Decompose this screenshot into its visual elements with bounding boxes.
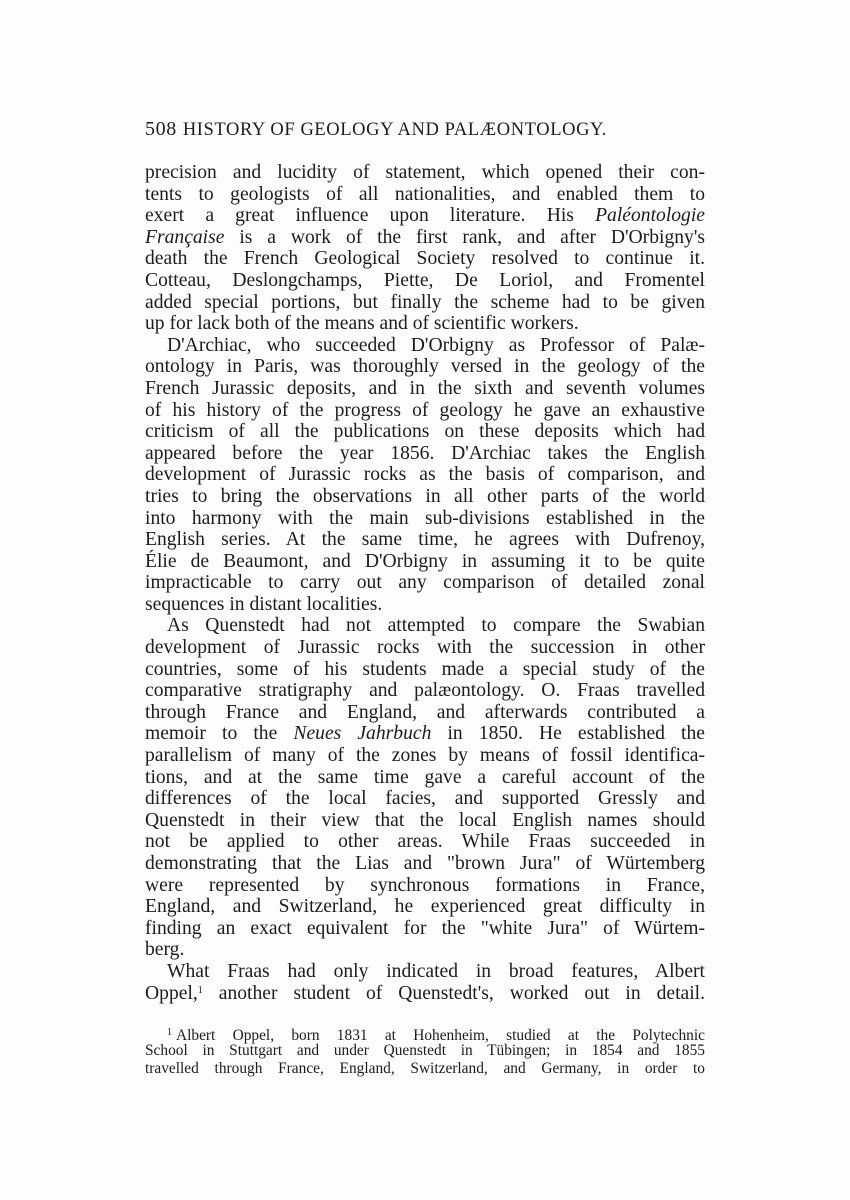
text-line: exert a great influence upon literature. His Paléontologie <box>145 205 705 227</box>
text-line: D'Archiac, who succeeded D'Orbigny as Professor of Palæ- <box>167 334 705 356</box>
footnote-line: travelled through France, England, Switzerland, and Germany, in order to <box>145 1060 705 1077</box>
text-line: development of Jurassic rocks as the basis of comparison, and <box>145 464 705 486</box>
text-line: sequences in distant localities. <box>145 593 383 615</box>
text-line: Cotteau, Deslongchamps, Piette, De Loriol, and Fromentel <box>145 269 705 291</box>
footnote-line: $^1$ Albert Oppel, born 1831 at Hohenheim, studied at the Polytechnic <box>167 1027 705 1044</box>
text-line: up for lack both of the means and of scientific workers. <box>145 313 579 335</box>
text-line: As Quenstedt had not attempted to compare the Swabian <box>167 615 705 637</box>
text-line: countries, some of his students made a special study of the <box>145 658 705 680</box>
text-line: parallelism of many of the zones by means of fossil identifica- <box>145 745 705 767</box>
text-line: comparative stratigraphy and palæontology. O. Fraas travelled <box>145 680 705 702</box>
text-line: berg. <box>145 939 185 961</box>
text-line: tents to geologists of all nationalities, and enabled them to <box>145 183 705 205</box>
running-title: HISTORY OF GEOLOGY AND PALÆONTOLOGY. <box>182 120 607 140</box>
text-line: of his history of the progress of geology he gave an exhaustive <box>145 399 705 421</box>
text-line: appeared before the year 1856. D'Archiac takes the English <box>145 442 705 464</box>
italic-title-continued: Française <box>145 226 225 248</box>
text-line: differences of the local facies, and supported Gressly and <box>145 788 705 810</box>
text-line: were represented by synchronous formations in France, <box>145 874 705 896</box>
text-line: Quenstedt in their view that the local English names should <box>145 809 705 831</box>
text-line: England, and Switzerland, he experienced great difficulty in <box>145 896 705 918</box>
text-line: not be applied to other areas. While Fraas succeeded in <box>145 831 705 853</box>
text-line: Oppel,$^1$ another student of Quenstedt's, worked out in detail. <box>145 982 705 1004</box>
text-line: added special portions, but finally the scheme had to be given <box>145 291 705 313</box>
italic-title: Neues Jahrbuch <box>293 723 432 745</box>
body-text <box>145 162 705 1004</box>
italic-title: Paléontologie <box>595 205 705 227</box>
text-line: memoir to the Neues Jahrbuch in 1850. He established the <box>145 723 705 745</box>
text-line: impracticable to carry out any comparison of detailed zonal <box>145 572 705 594</box>
footnote-reference[interactable]: 1 <box>197 984 203 996</box>
footnotes <box>145 1024 705 1078</box>
text-line: Française is a work of the first rank, and after D'Orbigny's <box>145 226 705 248</box>
text-line: precision and lucidity of statement, which opened their con- <box>145 162 705 183</box>
text-line: death the French Geological Society resolved to continue it. <box>145 248 705 270</box>
text-line: ontology in Paris, was thoroughly versed in the geology of the <box>145 356 705 378</box>
text-line: Élie de Beaumont, and D'Orbigny in assuming it to be quite <box>145 550 705 572</box>
text-line: criticism of all the publications on these deposits which had <box>145 421 705 443</box>
text-line: finding an exact equivalent for the "white Jura" of Würtem- <box>145 917 705 939</box>
text-line: English series. At the same time, he agrees with Dufrenoy, <box>145 529 705 551</box>
text-line: through France and England, and afterwards contributed a <box>145 701 705 723</box>
running-head <box>145 118 715 141</box>
text-line: demonstrating that the Lias and "brown Jura" of Würtemberg <box>145 853 705 874</box>
text-line: tions, and at the same time gave a careful account of the <box>145 766 705 788</box>
page-number: 508 <box>145 118 177 140</box>
footnote-line: School in Stuttgart and under Quenstedt in Tübingen; in 1854 and 1855 <box>145 1042 705 1059</box>
text-line: development of Jurassic rocks with the succession in other <box>145 637 705 659</box>
text-line: What Fraas had only indicated in broad features, Albert <box>167 960 705 982</box>
footnote-mark: 1 <box>167 1027 172 1038</box>
text-line: French Jurassic deposits, and in the sixth and seventh volumes <box>145 377 705 399</box>
text-line: into harmony with the main sub-divisions established in the <box>145 507 705 529</box>
text-line: tries to bring the observations in all other parts of the world <box>145 485 705 507</box>
